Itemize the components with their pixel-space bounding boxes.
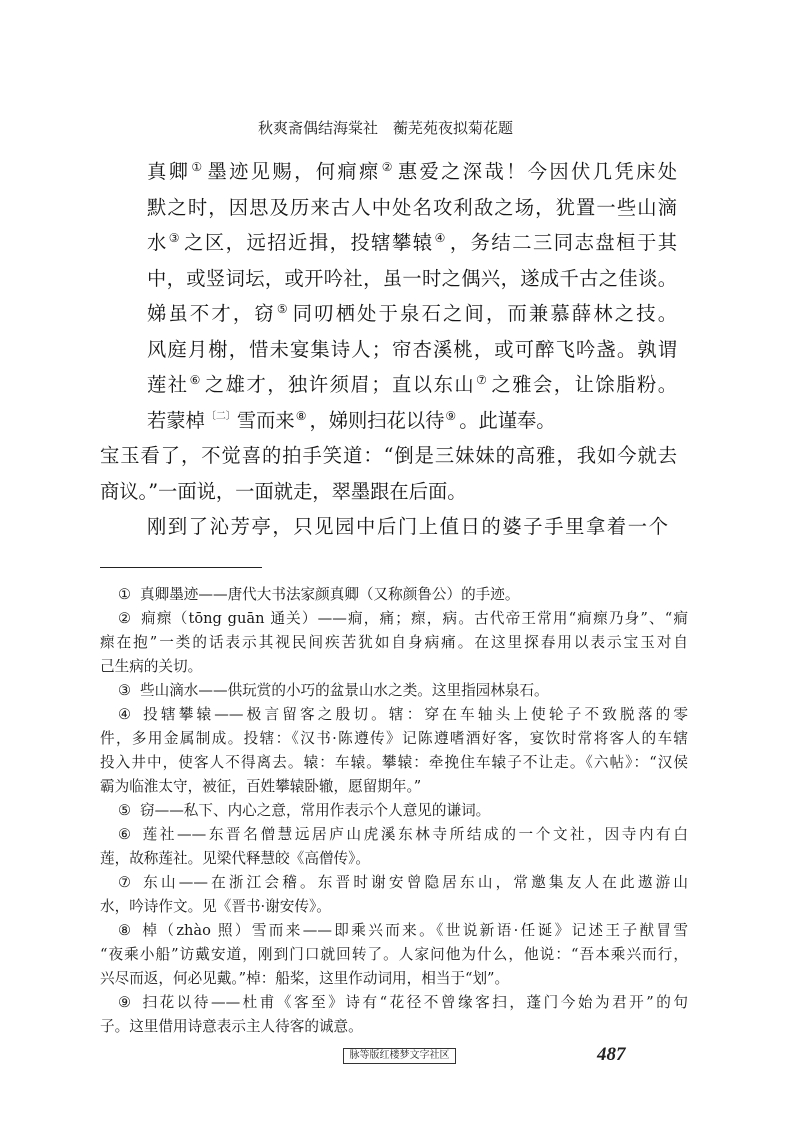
letter-line [147, 261, 677, 297]
letter-text: 雪而来 [236, 408, 295, 432]
footnote-text: 些山滴水——供玩赏的小巧的盆景山水之类。这里指园林泉石。 [140, 682, 549, 699]
footnote-text: 子。这里借用诗意表示主人待客的诚意。 [100, 1018, 363, 1035]
footnote-number: ⑧ [118, 922, 132, 939]
footnote-number: ⑨ [118, 994, 132, 1011]
letter-text: 同叨栖处于泉石之间，而兼慕薛林之技。 [292, 302, 678, 325]
letter-block [100, 154, 677, 438]
footnote-line [100, 943, 688, 967]
letter-text: 真卿 [147, 160, 191, 183]
footnote-text: 痌瘝（tōng guān 通关）——痌，痛；瘝，病。古代帝王常用“痌瘝乃身”、“痌 [140, 610, 688, 627]
footnote-number: ⑦ [118, 874, 132, 891]
letter-text: 默之时，因思及历来古人中处名攻利敌之场，犹置一些山滴 [147, 195, 677, 219]
footnote-line [100, 1015, 688, 1039]
footnote-text: 棹（zhào 照）雪而来——即乘兴而来。《世说新语·任诞》记述王子猷冒雪 [140, 922, 688, 939]
footnote-number: ③ [118, 682, 132, 699]
footnote-ref-mark: ③ [168, 231, 182, 245]
footnote-text: 扫花以待——杜甫《客至》诗有“花径不曾缘客扫，蓬门今始为君开”的句 [140, 994, 688, 1011]
footnote-ref-mark: ⑤ [276, 302, 290, 316]
footnote-text: 真卿墨迹——唐代大书法家颜真卿（又称颜鲁公）的手迹。 [140, 586, 520, 603]
footnote-line [100, 823, 688, 847]
footnote-line [100, 775, 688, 799]
footnote-line [100, 967, 688, 991]
footnote-ref-mark: ② [381, 160, 395, 174]
narrative-line: 宝玉看了，不觉喜的拍手笑道：“倒是三妹妹的高雅，我如今就去 [100, 444, 677, 467]
footnote-number: ④ [118, 706, 132, 723]
letter-text: 惠爱之深哉！今因伏几凭床处 [397, 160, 677, 183]
footnote-ref-mark: ⑥ [189, 373, 202, 387]
footnote-number: ① [118, 586, 132, 603]
letter-line [147, 367, 677, 403]
footnote-ref-mark: ⑦ [476, 373, 489, 387]
footnote-line [100, 847, 688, 871]
footnote-line [100, 919, 688, 943]
collation-mark: 〔二〕 [205, 410, 236, 422]
letter-text: 之雅会，让馀脂粉。 [491, 373, 678, 396]
footnote-text: 投辖攀辕——极言留客之殷切。辖：穿在车轴头上使轮子不致脱落的零 [140, 706, 688, 723]
footnote-divider [100, 567, 262, 568]
footnote-line [100, 607, 688, 631]
footnote-ref-mark: ⑧ [295, 408, 307, 423]
letter-line [147, 332, 677, 368]
footnote-ref-mark: ⑨ [445, 408, 457, 423]
footnote-line [100, 631, 688, 655]
footnote-text: 莲，故称莲社。见梁代释慧皎《高僧传》。 [100, 850, 370, 867]
letter-text: 风庭月榭，惜未宴集诗人；帘杏溪桃，或可醉飞吟盏。孰谓 [147, 337, 677, 361]
footnote-text: 兴尽而返，何必见戴。”棹：船桨，这里作动词用，相当于“划”。 [100, 970, 510, 987]
letter-text: 之区，远招近揖，投辖攀辕 [184, 231, 434, 254]
footnote-text: 投入井中，使客人不得离去。辕：车辕。攀辕：牵挽住车辕子不让走。《六帖》：“汉侯 [100, 754, 688, 771]
footnote-text: 霸为临淮太守，被征，百姓攀辕卧辙，愿留期年。” [100, 778, 422, 795]
footnote-number: ⑥ [118, 826, 132, 843]
footnote-text: 东山——在浙江会稽。东晋时谢安曾隐居东山，常邀集友人在此遨游山 [140, 874, 688, 891]
footnote-text: 莲社——东晋名僧慧远居庐山虎溪东林寺所结成的一个文社，因寺内有白 [140, 826, 688, 843]
footnote-line [100, 583, 688, 607]
letter-text: 莲社 [147, 373, 189, 396]
letter-text: 。此谨奉。 [459, 408, 556, 432]
letter-text: ，娣则扫花以待 [309, 408, 445, 432]
main-text [100, 154, 677, 545]
running-header: 秋爽斋偶结海棠社 蘅芜苑夜拟菊花题 [258, 119, 514, 137]
footnote-line [100, 679, 688, 703]
footnote-line [100, 655, 688, 679]
footnote-text: “夜乘小船”访戴安道，刚到门口就回转了。人家问他为什么，他说：“吾本乘兴而行， [100, 946, 688, 963]
letter-line [147, 190, 677, 226]
footnote-text: 件，多用金属制成。投辖：《汉书·陈遵传》记陈遵嗜酒好客，宴饮时常将客人的车辖 [100, 730, 688, 747]
footnote-text: 水，吟诗作文。见《晋书·谢安传》。 [100, 898, 331, 915]
footnote-text: 瘝在抱”一类的话表示其视民间疾苦犹如自身病痛。在这里探春用以表示宝玉对自 [100, 634, 688, 651]
letter-line [147, 225, 677, 261]
letter-line [147, 296, 677, 332]
letter-text: 中，或竖词坛，或开吟社，虽一时之偶兴，遂成千古之佳谈。 [147, 266, 677, 290]
footnotes [100, 583, 688, 1039]
footnote-line [100, 703, 688, 727]
footnote-line [100, 871, 688, 895]
footnote-text: 窃——私下、内心之意，常用作表示个人意见的谦词。 [140, 802, 491, 819]
footnote-ref-mark: ④ [434, 231, 447, 245]
letter-text: 水 [147, 231, 168, 254]
footnote-line [100, 727, 688, 751]
letter-text: 若蒙棹 [147, 408, 205, 432]
community-stamp: 脉等版红楼梦文字社区 [343, 1048, 456, 1064]
narrative-line: 商议。”一面说，一面就走，翠墨跟在后面。 [100, 479, 467, 503]
footnote-text: 己生病的关切。 [100, 658, 203, 675]
letter-text: 之雄才，独许须眉；直以东山 [204, 373, 476, 396]
footnote-number: ⑤ [118, 802, 132, 819]
letter-text: 娣虽不才，窃 [147, 302, 276, 325]
letter-text: 墨迹见赐，何痌瘝 [207, 160, 381, 183]
letter-text: ，务结二三同志盘桓于其 [449, 231, 678, 254]
footnote-line [100, 991, 688, 1015]
footnote-line [100, 799, 688, 823]
page-number: 487 [597, 1044, 626, 1065]
letter-line [147, 154, 677, 190]
narrative-line: 刚到了沁芳亭，只见园中后门上值日的婆子手里拿着一个 [147, 515, 668, 538]
footnote-number: ② [118, 610, 132, 627]
footnote-ref-mark: ① [191, 160, 205, 174]
footnote-line [100, 751, 688, 775]
footnote-line [100, 895, 688, 919]
letter-line [147, 403, 677, 439]
